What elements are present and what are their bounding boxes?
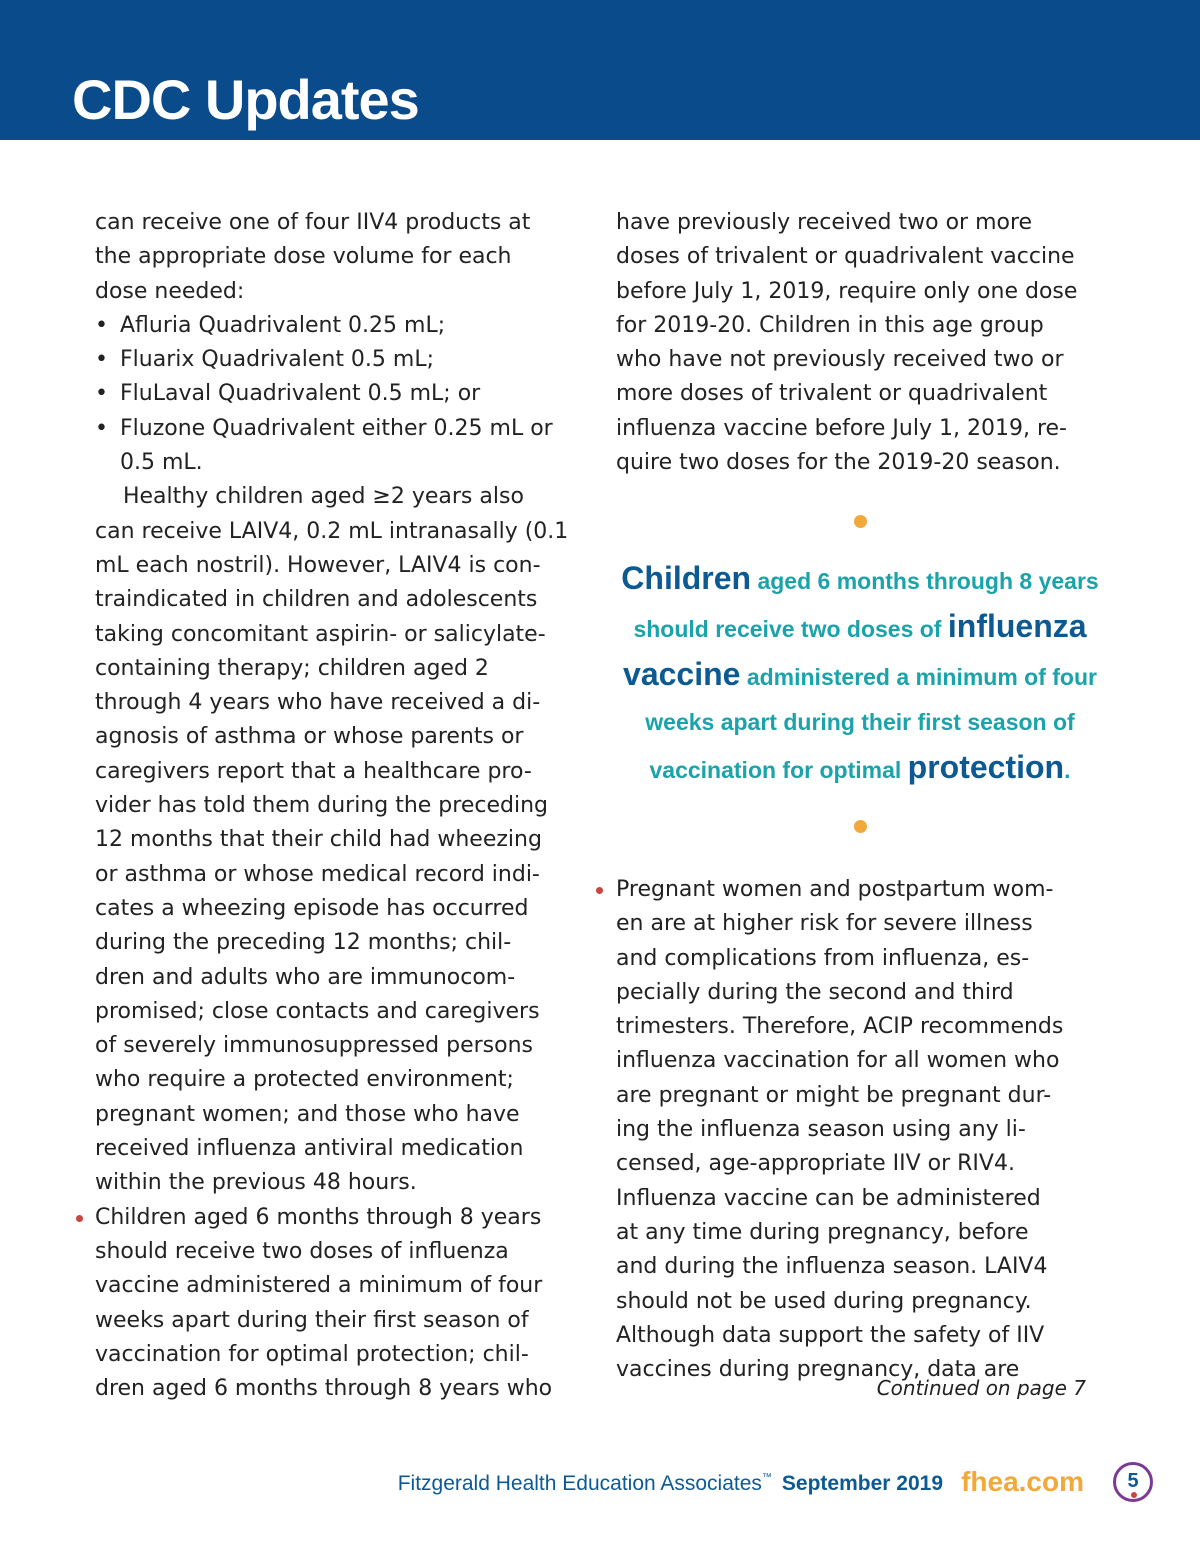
page-header	[0, 0, 1200, 140]
pull-quote-segment: administered a minimum of four	[740, 664, 1097, 690]
pull-quote-emphasis: protection	[907, 749, 1065, 785]
text-line: and during the influenza season. LAIV4	[616, 1254, 1048, 1280]
text-line: mL each nostril). However, LAIV4 is con-	[95, 552, 541, 578]
text-line: can receive LAIV4, 0.2 mL intranasally (0.1	[95, 518, 569, 544]
text-line: dren and adults who are immunocom-	[95, 964, 516, 990]
list-item	[95, 412, 575, 446]
trademark-mark: ™	[761, 1472, 772, 1483]
page-number: 5	[1127, 1470, 1139, 1492]
pregnancy-bullet	[616, 873, 1096, 1387]
text-line: vider has told them during the preceding	[95, 793, 548, 819]
text-line: and complications from influenza, es-	[616, 945, 1030, 971]
pull-quote-text	[604, 556, 1116, 793]
text-line: or asthma or whose medical record indi-	[95, 861, 540, 887]
list-item-text: Afluria Quadrivalent 0.25 mL;	[120, 312, 446, 338]
pull-quote-emphasis: Children	[621, 560, 752, 596]
continuation-paragraph	[616, 206, 1096, 480]
bullet-icon: •	[95, 415, 108, 441]
children-dose-bullet	[95, 1201, 575, 1407]
text-line: vaccines during pregnancy, data are	[616, 1357, 1020, 1383]
text-line: Although data support the safety of IIV	[616, 1322, 1045, 1348]
text-line: trimesters. Therefore, ACIP recommends	[616, 1014, 1064, 1040]
intro-paragraph	[95, 206, 575, 309]
page-footer	[397, 1462, 1180, 1508]
list-item	[95, 377, 575, 411]
text-line: weeks apart during their first season of	[95, 1307, 529, 1333]
text-line: Healthy children aged ≥2 years also	[95, 484, 524, 510]
text-line: pecially during the second and third	[616, 979, 1014, 1005]
text-line: doses of trivalent or quadrivalent vaccine	[616, 244, 1075, 270]
text-line: pregnant women; and those who have	[95, 1101, 520, 1127]
pull-quote-line	[604, 652, 1116, 700]
pull-quote-segment: .	[1064, 757, 1071, 783]
text-line: within the previous 48 hours.	[95, 1170, 417, 1196]
pull-quote-segment: vaccination for optimal	[649, 757, 908, 783]
text-line: traindicated in children and adolescents	[95, 587, 538, 613]
list-item-text: FluLaval Quadrivalent 0.5 mL; or	[120, 381, 481, 407]
text-line: the appropriate dose volume for each	[95, 244, 512, 270]
bullet-icon	[76, 1215, 83, 1222]
text-line: influenza vaccination for all women who	[616, 1048, 1060, 1074]
issue-date: September 2019	[781, 1472, 943, 1495]
left-column	[95, 206, 575, 1406]
list-item-text: Fluzone Quadrivalent either 0.25 mL or	[120, 415, 553, 441]
text-line: 12 months that their child had wheezing	[95, 827, 542, 853]
text-line: vaccine administered a minimum of four	[95, 1273, 543, 1299]
list-item	[95, 343, 575, 377]
text-line: dren aged 6 months through 8 years who	[95, 1376, 553, 1402]
text-line: Pregnant women and postpartum wom-	[616, 877, 1054, 902]
text-line: promised; close contacts and caregivers	[95, 998, 540, 1024]
dot-icon	[1131, 1492, 1137, 1498]
pull-quote-segment: should receive two doses of	[633, 616, 948, 642]
publisher-name: Fitzgerald Health Education Associates	[397, 1472, 762, 1495]
text-line: caregivers report that a healthcare pro-	[95, 758, 532, 784]
text-line: who have not previously received two or	[616, 347, 1064, 373]
text-line: ing the influenza season using any li-	[616, 1117, 1026, 1143]
right-column	[616, 206, 1096, 480]
page-number-badge	[1113, 1462, 1153, 1502]
text-line: censed, age-appropriate IIV or RIV4.	[616, 1151, 1015, 1177]
pull-quote-emphasis: influenza	[947, 608, 1087, 644]
pull-quote-line	[604, 604, 1116, 652]
dot-icon	[854, 515, 867, 528]
text-line: Influenza vaccine can be administered	[616, 1185, 1041, 1211]
text-line: for 2019-20. Children in this age group	[616, 312, 1044, 338]
list-item	[95, 309, 575, 343]
pull-quote-line	[604, 700, 1116, 745]
text-line: en are at higher risk for severe illness	[616, 911, 1033, 937]
text-line: Children aged 6 months through 8 years	[95, 1204, 542, 1230]
continued-note: Continued on page 7	[876, 1376, 1086, 1400]
pull-quote	[604, 515, 1116, 833]
footer-publisher	[398, 1472, 943, 1496]
pull-quote-segment: aged 6 months through 8 years	[751, 568, 1099, 594]
bullet-icon: •	[95, 312, 108, 338]
text-line: influenza vaccine before July 1, 2019, re-	[616, 415, 1067, 441]
list-item-continuation: 0.5 mL.	[120, 450, 203, 476]
text-line: quire two doses for the 2019-20 season.	[616, 450, 1061, 476]
bullet-icon: •	[95, 381, 108, 407]
bullet-icon	[596, 887, 603, 894]
pull-quote-emphasis: vaccine	[623, 656, 741, 692]
bullet-icon: •	[95, 347, 108, 373]
product-list	[95, 309, 575, 480]
text-line: taking concomitant aspirin- or salicylate-	[95, 621, 546, 647]
text-line: containing therapy; children aged 2	[95, 655, 489, 681]
list-item-text: Fluarix Quadrivalent 0.5 mL;	[120, 347, 435, 373]
site-link[interactable]: fhea.com	[961, 1466, 1084, 1497]
laiv4-paragraph	[95, 480, 575, 1200]
text-line: of severely immunosuppressed persons	[95, 1033, 534, 1059]
dot-icon	[854, 820, 867, 833]
text-line: received influenza antiviral medication	[95, 1136, 524, 1162]
text-line: can receive one of four IIV4 products at	[95, 210, 531, 235]
text-line: are pregnant or might be pregnant dur-	[616, 1082, 1052, 1108]
text-line: should receive two doses of influenza	[95, 1238, 509, 1264]
pull-quote-segment: weeks apart during their first season of	[645, 709, 1075, 735]
text-line: more doses of trivalent or quadrivalent	[616, 381, 1048, 407]
text-line: who require a protected environment;	[95, 1067, 514, 1093]
text-line: during the preceding 12 months; chil-	[95, 930, 512, 956]
text-line: agnosis of asthma or whose parents or	[95, 724, 524, 750]
text-line: cates a wheezing episode has occurred	[95, 895, 529, 921]
pull-quote-line	[604, 556, 1116, 604]
text-line: through 4 years who have received a di-	[95, 690, 541, 716]
text-line: before July 1, 2019, require only one dose	[616, 278, 1078, 304]
text-line: dose needed:	[95, 278, 245, 304]
text-line: at any time during pregnancy, before	[616, 1219, 1029, 1245]
text-line: have previously received two or more	[616, 210, 1033, 235]
text-line: should not be used during pregnancy.	[616, 1288, 1032, 1314]
page-title: CDC Updates	[72, 68, 419, 131]
text-line: vaccination for optimal protection; chil-	[95, 1341, 529, 1367]
pull-quote-line	[604, 745, 1116, 793]
